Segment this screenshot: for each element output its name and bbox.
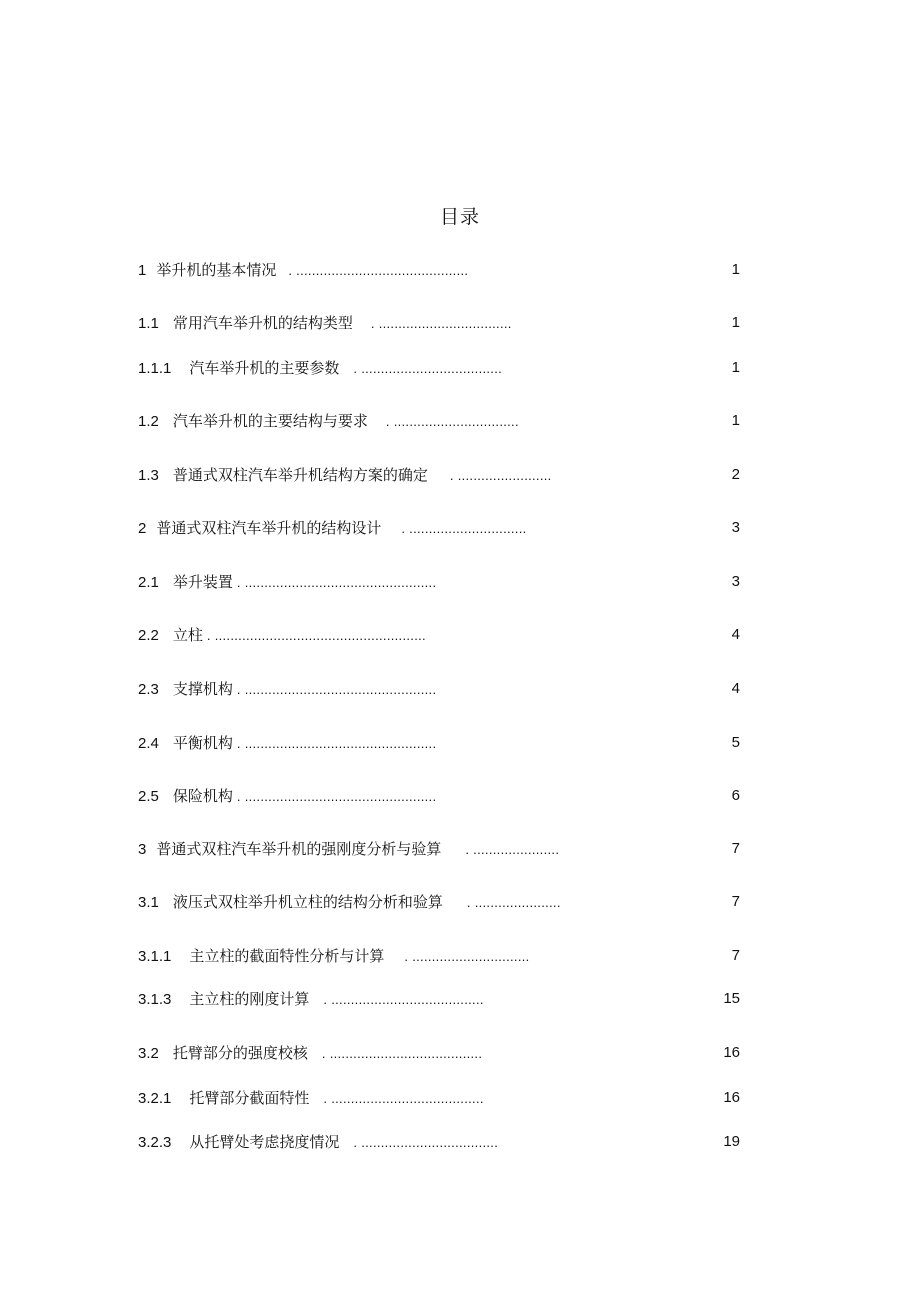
toc-entry-number: 2.3 [138, 681, 159, 698]
toc-entry[interactable] [138, 944, 740, 968]
toc-entry-title: 立柱 [172, 626, 203, 644]
toc-entry[interactable] [138, 890, 740, 914]
toc-entry-leader: . ................................................. [236, 575, 437, 590]
toc-entry-page: 4 [731, 680, 740, 697]
toc-entry-page: 15 [723, 990, 740, 1007]
toc-entry-title: 常用汽车举升机的结构类型 [172, 314, 353, 332]
toc-entry[interactable] [138, 356, 740, 380]
toc-entry-leader: . ...................... [465, 842, 560, 857]
toc-entry-title: 液压式双柱举升机立柱的结构分析和验算 [172, 893, 443, 911]
toc-entry-leader: . ....................................... [321, 1046, 483, 1061]
toc-entry-title: 举升机的基本情况 [156, 261, 277, 279]
toc-entry-title: 托臂部分截面特性 [189, 1089, 310, 1107]
toc-entry-number: 3.2.3 [138, 1134, 172, 1151]
toc-entry-page: 1 [731, 314, 740, 331]
toc-entry-page: 6 [731, 787, 740, 804]
toc-entry-number: 2.1 [138, 574, 159, 591]
toc-title: 目录 [439, 206, 480, 228]
toc-entry-title: 举升装置 [172, 573, 233, 591]
toc-entry[interactable] [138, 258, 740, 282]
toc-entry-title: 平衡机构 [172, 734, 233, 752]
toc-entry-page: 3 [731, 573, 740, 590]
toc-entry-leader: . ............................................ [288, 263, 469, 278]
toc-entry-number: 2 [138, 520, 147, 537]
toc-entry-number: 3 [138, 841, 147, 858]
toc-entry-page: 7 [731, 840, 740, 857]
toc-entry-leader: . ................................................. [236, 682, 437, 697]
toc-entry-page: 1 [731, 412, 740, 429]
toc-entry-title: 保险机构 [172, 787, 233, 805]
toc-entry[interactable] [138, 1086, 740, 1110]
toc-entry[interactable] [138, 409, 740, 433]
toc-entry[interactable] [138, 731, 740, 755]
toc-entry-page: 5 [731, 734, 740, 751]
toc-entry-leader: . ................................................. [236, 736, 437, 751]
toc-entry-number: 2.4 [138, 735, 159, 752]
toc-entry-title: 主立柱的刚度计算 [189, 990, 310, 1008]
toc-entry-page: 4 [731, 626, 740, 643]
toc-entry[interactable] [138, 837, 740, 861]
toc-entry-number: 1.3 [138, 467, 159, 484]
toc-entry-leader: . .................................. [370, 316, 512, 331]
toc-entry[interactable] [138, 1130, 740, 1154]
toc-entry-leader: . ....................................... [323, 992, 484, 1007]
toc-entry-leader: . ................................... [353, 1135, 499, 1150]
toc-entry[interactable] [138, 311, 740, 335]
toc-entry-page: 7 [731, 947, 740, 964]
toc-entry-number: 1.2 [138, 413, 159, 430]
toc-entry-title: 汽车举升机的主要结构与要求 [172, 412, 368, 430]
toc-entry-number: 1.1.1 [138, 360, 172, 377]
toc-entry-number: 3.1.3 [138, 991, 172, 1008]
toc-entry-page: 1 [731, 359, 740, 376]
toc-entry-number: 3.2.1 [138, 1090, 172, 1107]
toc-entry-leader: . ....................................... [323, 1091, 484, 1106]
toc-entry[interactable] [138, 784, 740, 808]
toc-entry-page: 2 [731, 466, 740, 483]
toc-entry-leader: . .............................. [404, 949, 530, 964]
toc-entry[interactable] [138, 623, 740, 647]
toc-entry-title: 主立柱的截面特性分析与计算 [189, 947, 385, 965]
toc-entry-number: 3.2 [138, 1045, 159, 1062]
toc-entry-page: 19 [723, 1133, 740, 1150]
toc-entry[interactable] [138, 987, 740, 1011]
toc-entry-leader: . .................................... [353, 361, 503, 376]
toc-entry-number: 1.1 [138, 315, 159, 332]
toc-entry[interactable] [138, 677, 740, 701]
toc-entry-leader: . ................................................. [236, 789, 437, 804]
toc-entry-title: 从托臂处考虑挠度情况 [189, 1133, 340, 1151]
toc-entry-page: 7 [731, 893, 740, 910]
toc-entry[interactable] [138, 463, 740, 487]
toc-entry-number: 3.1.1 [138, 948, 172, 965]
toc-entry-title: 普通式双柱汽车举升机的强刚度分析与验算 [156, 840, 442, 858]
toc-entry-page: 16 [723, 1089, 740, 1106]
toc-entry-number: 2.5 [138, 788, 159, 805]
toc-entry[interactable] [138, 516, 740, 540]
toc-entry[interactable] [138, 1041, 740, 1065]
toc-entry-title: 支撑机构 [172, 680, 233, 698]
toc-entry-leader: . ................................ [385, 414, 519, 429]
toc-entry-leader: . ...................... [466, 895, 561, 910]
toc-entry-leader: . ........................ [449, 468, 552, 483]
toc-entry-page: 16 [723, 1044, 740, 1061]
toc-entry-leader: . .............................. [401, 521, 527, 536]
toc-entry-number: 3.1 [138, 894, 159, 911]
toc-entry-title: 托臂部分的强度校核 [172, 1044, 308, 1062]
toc-entry-title: 汽车举升机的主要参数 [189, 359, 340, 377]
toc-entry-page: 3 [731, 519, 740, 536]
toc-entry-number: 2.2 [138, 627, 159, 644]
toc-entry-title: 普通式双柱汽车举升机结构方案的确定 [172, 466, 428, 484]
toc-entry-leader: . ...................................................... [206, 628, 426, 643]
toc-entry[interactable] [138, 570, 740, 594]
toc-entry-number: 1 [138, 262, 147, 279]
toc-entry-page: 1 [731, 261, 740, 278]
toc-entry-title: 普通式双柱汽车举升机的结构设计 [156, 519, 382, 537]
